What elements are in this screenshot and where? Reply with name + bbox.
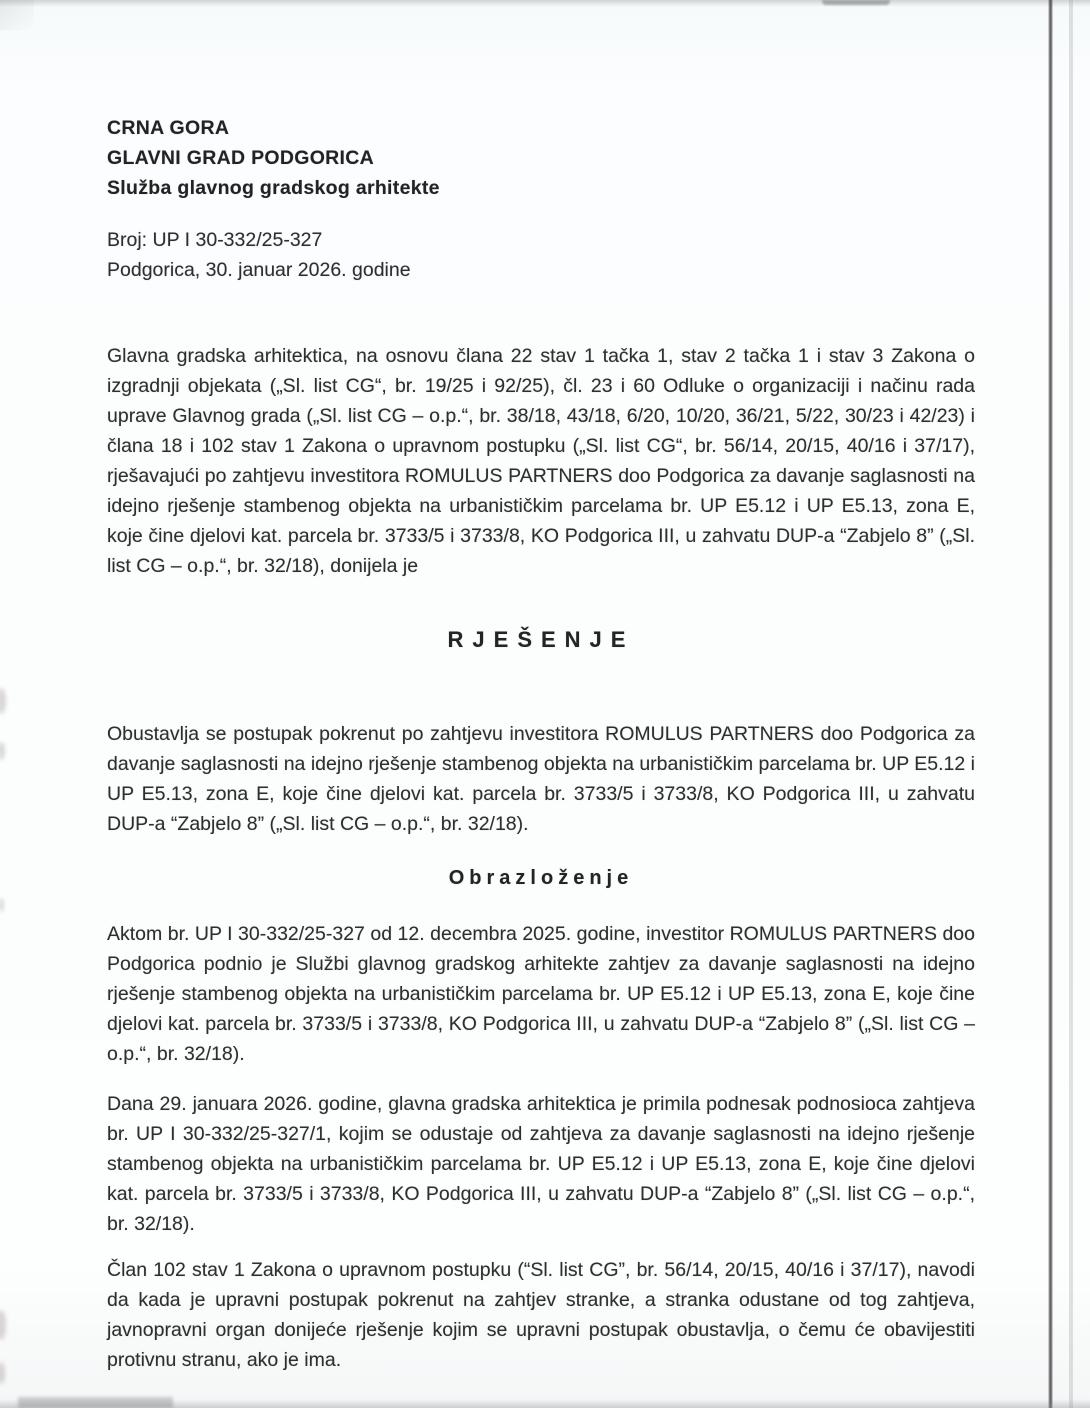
scan-top-edge-mark bbox=[822, 0, 890, 5]
place-and-date: Podgorica, 30. januar 2026. godine bbox=[107, 259, 411, 281]
scan-smudge bbox=[0, 1310, 6, 1340]
scan-smudge bbox=[0, 688, 6, 714]
decision-title: RJEŠENJE bbox=[447, 627, 635, 652]
scan-top-edge-shadow bbox=[0, 0, 1090, 7]
scan-page-edge-line-dark bbox=[1048, 0, 1053, 1408]
reference-block bbox=[107, 225, 975, 285]
explanation-title: Obrazloženje bbox=[448, 867, 634, 889]
scan-page-edge-line-light bbox=[1069, 0, 1073, 1408]
explanation-paragraph-1: Aktom br. UP I 30-332/25-327 od 12. decembra 2025. godine, investitor ROMULUS PARTNERS doo Podgorica podnio je Službi glavnog gradskog arhitekte zahtjev za davanje saglasnosti na idejno rješenje stambenog objekta na urbanističkim parcelama br. UP E5.12 i UP E5.13, zona E, koje čine djelovi kat. parcela br. 3733/5 i 3733/8, KO Podgorica III, u zahvatu DUP-a “Zabjelo 8” („Sl. list CG – o.p.“, br. 32/18). bbox=[107, 923, 975, 1065]
intro-paragraph: Glavna gradska arhitektica, na osnovu člana 22 stav 1 tačka 1, stav 2 tačka 1 i stav 3 Zakona o izgradnji objekata („Sl. list CG“, br. 19/25 i 92/25), čl. 23 i 60 Odluke o organizaciji i načinu rada uprave Glavnog grada („Sl. list CG – o.p.“, br. 38/18, 43/18, 6/20, 10/20, 36/21, 5/22, 30/23 i 42/23) i člana 18 i 102 stav 1 Zakona o upravnom postupku („Sl. list CG“, br. 56/14, 20/15, 40/16 i 37/17), rješavajući po zahtjevu investitora ROMULUS PARTNERS doo Podgorica za davanje saglasnosti na idejno rješenje stambenog objekta na urbanističkim parcelama br. UP E5.12 i UP E5.13, zona E, koje čine djelovi kat. parcela br. 3733/5 i 3733/8, KO Podgorica III, u zahvatu DUP-a “Zabjelo 8” („Sl. list CG – o.p.“, br. 32/18), donijela je bbox=[107, 345, 975, 577]
scan-smudge bbox=[0, 1362, 5, 1384]
letterhead-city: GLAVNI GRAD PODGORICA bbox=[107, 147, 375, 169]
letterhead bbox=[107, 113, 975, 203]
document-content bbox=[107, 113, 975, 1375]
scan-bottom-edge-mark bbox=[18, 1397, 173, 1408]
case-number: Broj: UP I 30-332/25-327 bbox=[107, 229, 323, 251]
letterhead-country: CRNA GORA bbox=[107, 117, 230, 139]
operative-paragraph: Obustavlja se postupak pokrenut po zahtjevu investitora ROMULUS PARTNERS doo Podgorica za davanje saglasnosti na idejno rješenje stambenog objekta na urbanističkim parcelama br. UP E5.12 i UP E5.13, zona E, koje čine djelovi kat. parcela br. 3733/5 i 3733/8, KO Podgorica III, u zahvatu DUP-a “Zabjelo 8” („Sl. list CG – o.p.“, br. 32/18). bbox=[107, 723, 975, 835]
scan-smudge bbox=[0, 898, 4, 912]
letterhead-office: Služba glavnog gradskog arhitekte bbox=[107, 177, 440, 199]
scan-smudge bbox=[0, 742, 5, 760]
explanation-paragraph-2: Dana 29. januara 2026. godine, glavna gradska arhitektica je primila podnesak podnosioca zahtjeva br. UP I 30-332/25-327/1, kojim se odustaje od zahtjeva za davanje saglasnosti na idejno rješenje stambenog objekta na urbanističkim parcelama br. UP E5.12 i UP E5.13, zona E, koje čine djelovi kat. parcela br. 3733/5 i 3733/8, KO Podgorica III, u zahvatu DUP-a “Zabjelo 8” („Sl. list CG – o.p.“, br. 32/18). bbox=[107, 1093, 975, 1235]
explanation-paragraph-3: Član 102 stav 1 Zakona o upravnom postupku (“Sl. list CG”, br. 56/14, 20/15, 40/16 i 37/17), navodi da kada je upravni postupak pokrenut na zahtjev stranke, a stranka odustane od tog zahtjeva, javnopravni organ donijeće rješenje kojim se upravni postupak obustavlja, o čemu će obavijestiti protivnu stranu, ako je ima. bbox=[107, 1259, 975, 1371]
